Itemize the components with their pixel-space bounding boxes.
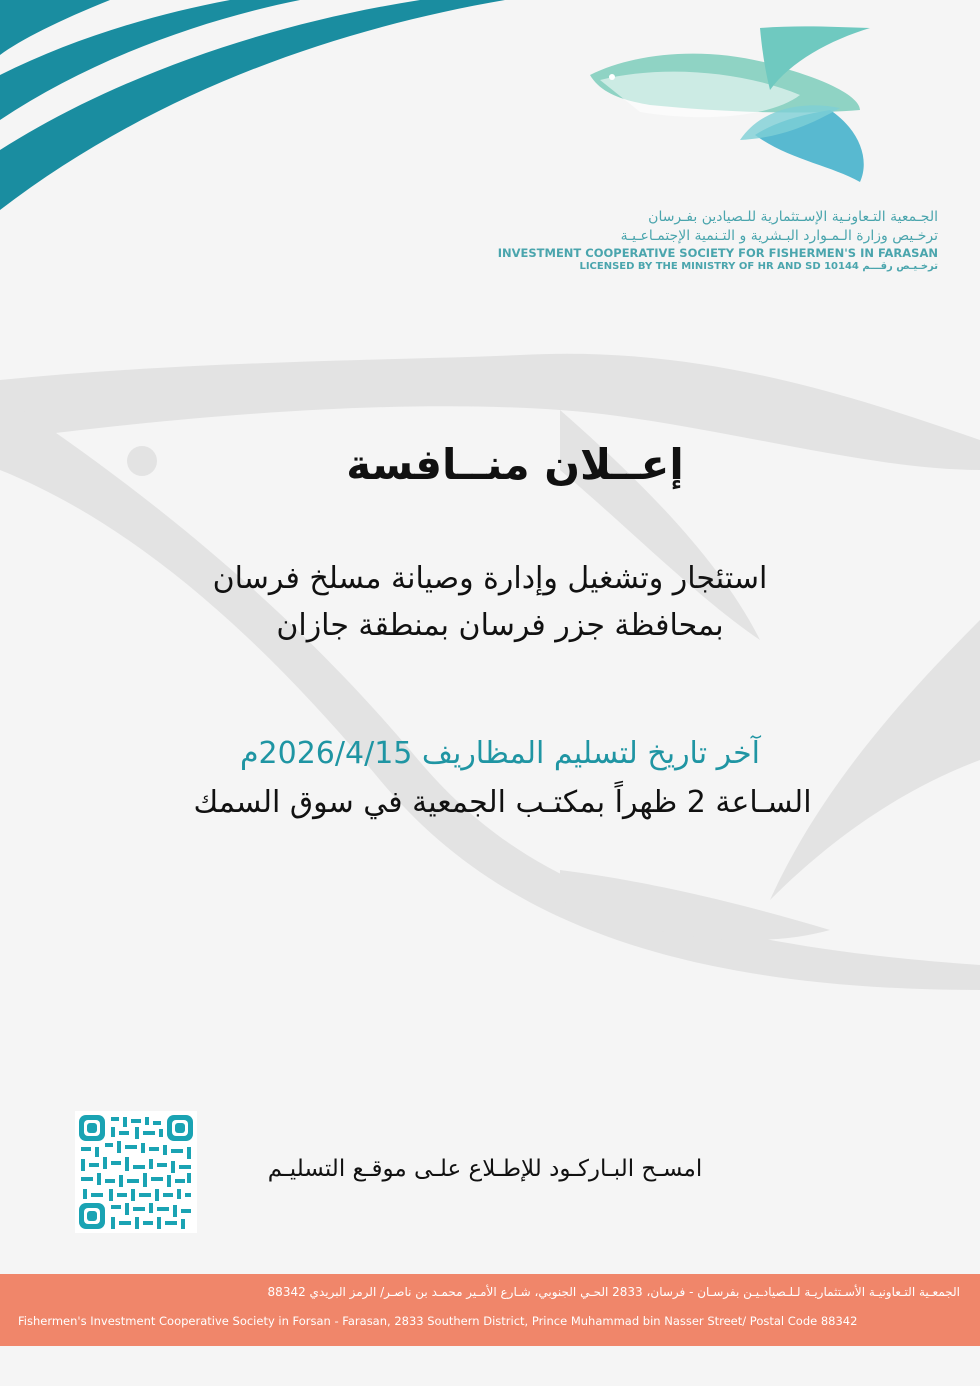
subject-line-1: استئجار وتشغيل وإدارة وصيانة مسلخ فرسان bbox=[212, 561, 768, 596]
announcement-subject bbox=[0, 556, 980, 649]
qr-instruction-text: امسـح البـاركـود للإطـلاع علـى موقـع التسليـم bbox=[267, 1156, 703, 1182]
footer-address-ar: الجمعـية التـعاونيـة الأسـتثماريـة لـلـصيادـيـن بفرسـان - فرسان، 2833 الحـي الجنوبي، شـارع الأمـير محمـد بن ناصـر/ الرمز البريدي 88342 bbox=[267, 1285, 960, 1299]
organization-license-en: LICENSED BY THE MINISTRY OF HR AND SD 10144 ترخـيـص رقـــم bbox=[579, 261, 938, 273]
organization-name-en: INVESTMENT COOPERATIVE SOCIETY FOR FISHERMEN'S IN FARASAN bbox=[497, 246, 938, 261]
announcement-title: إعــلان منــافسة bbox=[346, 440, 684, 489]
subject-line-2: بمحافظة جزر فرسان بمنطقة جازان bbox=[276, 607, 724, 643]
corner-stripes bbox=[0, 0, 505, 210]
footer-bar bbox=[0, 1274, 980, 1346]
organization-license-ar: ترخـيص وزارة الـمـوارد البـشرية و التـنمية الإجتمـاعـيـة bbox=[620, 227, 938, 244]
logo-fish-icon bbox=[590, 26, 870, 182]
organization-header bbox=[478, 210, 938, 273]
submission-deadline: آخر تاريخ لتسليم المظاريف 2026/4/15م bbox=[239, 736, 761, 771]
qr-code[interactable] bbox=[75, 1111, 197, 1233]
organization-name-ar: الجـمعية التـعاونـية الإسـتثمارية للـصيادين بفـرسان bbox=[648, 209, 938, 225]
submission-time-place: السـاعة 2 ظهراً بمكتـب الجمعية في سوق السمك bbox=[193, 785, 812, 820]
qr-code-image bbox=[75, 1111, 197, 1233]
footer-address-en: Fishermen's Investment Cooperative Society in Forsan - Farasan, 2833 Southern District, Prince Muhammad bin Nasser Street/ Postal Code 88342 bbox=[18, 1314, 858, 1328]
